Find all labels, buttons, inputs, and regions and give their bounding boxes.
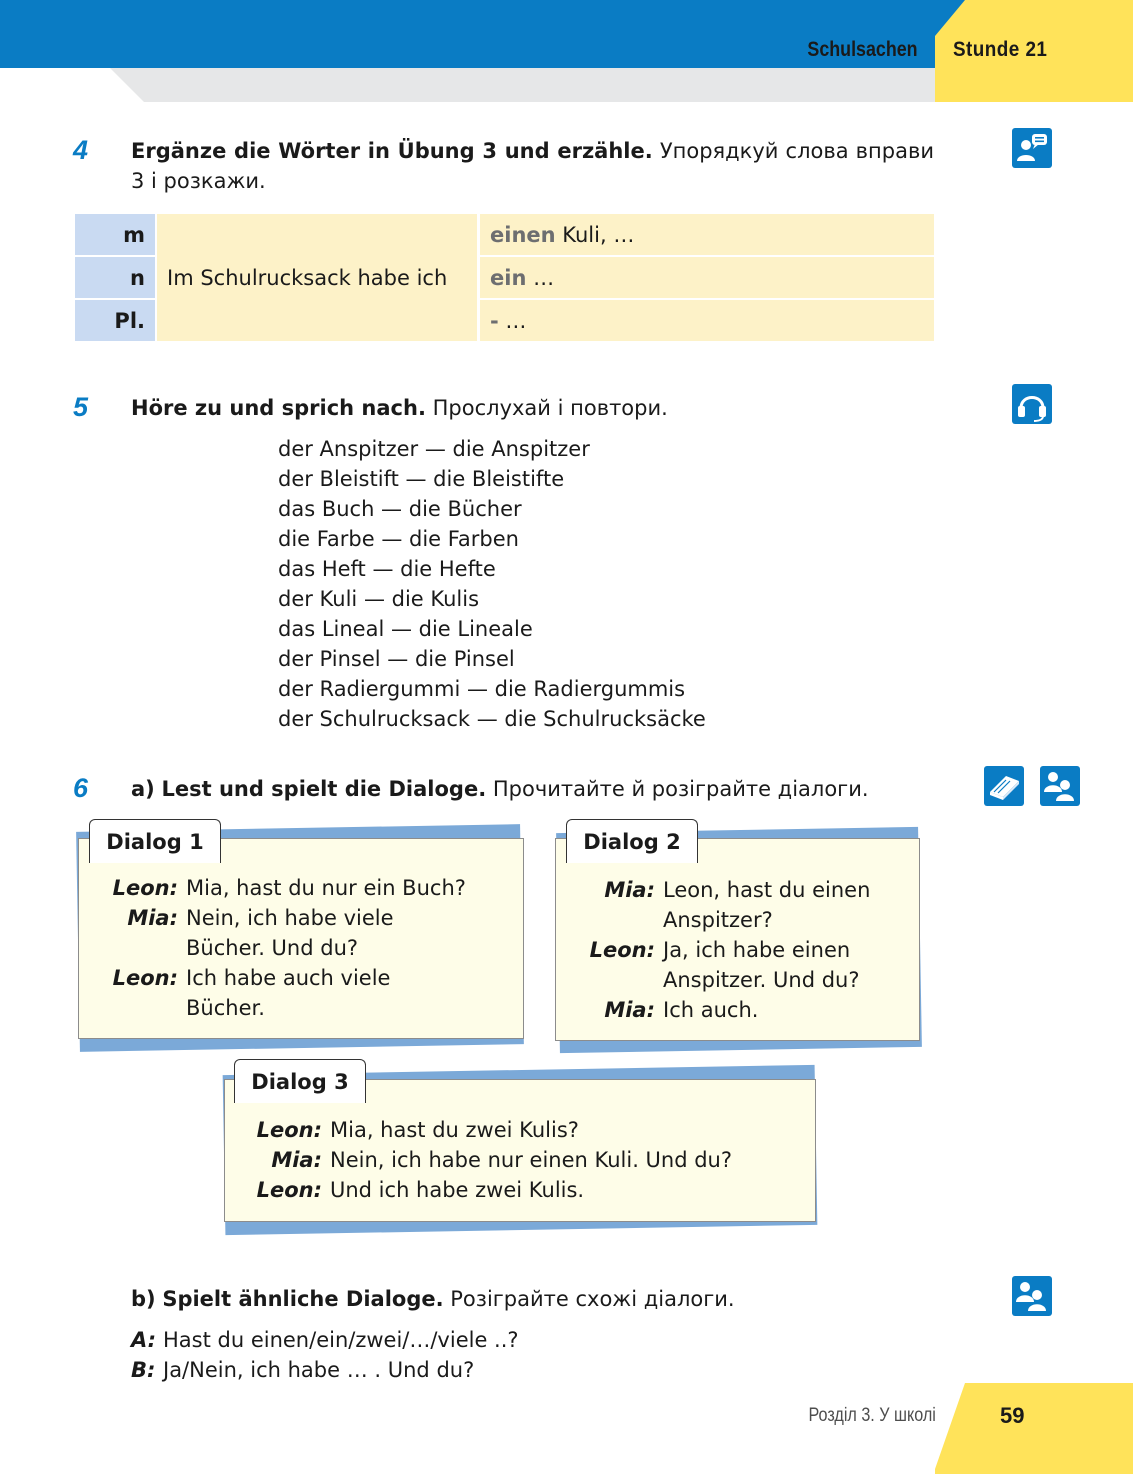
line-text: Nein, ich habe viele bbox=[186, 906, 394, 930]
dialog-line bbox=[112, 993, 466, 1023]
table-row-n bbox=[480, 257, 934, 298]
word-list bbox=[278, 434, 706, 734]
line-text: Ja, ich habe einen bbox=[663, 938, 851, 962]
dialog-1-lines bbox=[112, 873, 466, 1023]
line-text: Hast du einen/ein/zwei/…/viele ..? bbox=[163, 1328, 519, 1352]
pair-work-icon bbox=[1040, 766, 1080, 806]
speaker bbox=[585, 905, 655, 935]
table-sentence: Im Schulrucksack habe ich bbox=[157, 214, 477, 341]
line-text: Ich auch. bbox=[663, 998, 759, 1022]
exercise-5-number: 5 bbox=[73, 392, 89, 422]
line-text: Ja/Nein, ich habe … . Und du? bbox=[163, 1358, 475, 1382]
dialog-line bbox=[112, 903, 466, 933]
speaker: Mia: bbox=[127, 906, 178, 930]
word-pair: der Bleistift — die Bleistifte bbox=[278, 467, 565, 491]
dialog-line bbox=[112, 963, 466, 993]
line-text: Leon, hast du einen bbox=[663, 878, 871, 902]
line-text: Mia, hast du zwei Kulis? bbox=[330, 1118, 579, 1142]
speaker: Mia: bbox=[271, 1148, 322, 1172]
dialog-line bbox=[112, 873, 466, 903]
word-pair: das Lineal — die Lineale bbox=[278, 617, 533, 641]
exercise-4-number: 4 bbox=[73, 135, 89, 165]
speaker: Leon: bbox=[256, 1178, 322, 1202]
table-article-n: ein bbox=[490, 265, 527, 290]
speaker: Leon: bbox=[589, 938, 655, 962]
line-text: Bücher. Und du? bbox=[186, 936, 359, 960]
table-gender-m: m bbox=[75, 214, 155, 255]
exercise-4-task bbox=[131, 136, 934, 196]
exercise-6a-task-de: Lest und spielt die Dialoge. bbox=[161, 777, 487, 801]
word-pair: der Radiergummi — die Radiergummis bbox=[278, 677, 686, 701]
speaker: Leon: bbox=[112, 876, 178, 900]
table-gender-pl: Pl. bbox=[75, 300, 155, 341]
line-text: Anspitzer? bbox=[663, 908, 773, 932]
exercise-4-task-de: Ergänze die Wörter in Übung 3 und erzähle. bbox=[131, 139, 653, 163]
line-text: Und ich habe zwei Kulis. bbox=[330, 1178, 585, 1202]
word-pair: der Kuli — die Kulis bbox=[278, 587, 480, 611]
exercise-4-task-uk: Упорядкуй слова вправи 3 і розкажи. bbox=[131, 139, 934, 193]
footer-chapter: Розділ 3. У школі bbox=[808, 1405, 936, 1426]
word-pair: das Buch — die Bücher bbox=[278, 497, 522, 521]
dialog-line bbox=[585, 995, 870, 1025]
dialog-2-title: Dialog 2 bbox=[566, 819, 698, 863]
gender-table bbox=[75, 214, 934, 341]
dialog-3-title: Dialog 3 bbox=[234, 1059, 366, 1103]
model-line bbox=[131, 1355, 519, 1385]
table-row-pl bbox=[480, 300, 934, 341]
speaker: B: bbox=[131, 1358, 156, 1382]
dialog-line bbox=[585, 965, 870, 995]
speaker: Leon: bbox=[112, 966, 178, 990]
speaker bbox=[112, 933, 178, 963]
exercise-6b-task-uk: Розіграйте схожі діалоги. bbox=[450, 1287, 735, 1311]
dialog-1-title: Dialog 1 bbox=[89, 819, 221, 863]
exercise-5-task-uk: Прослухай і повтори. bbox=[432, 396, 668, 420]
table-article-m: einen bbox=[490, 222, 556, 247]
speaker: Mia: bbox=[604, 998, 655, 1022]
dialog-2-lines bbox=[585, 875, 870, 1025]
exercise-6a-task-uk: Прочитайте й розіграйте діалоги. bbox=[492, 777, 869, 801]
speaker: Mia: bbox=[604, 878, 655, 902]
word-pair: der Schulrucksack — die Schulrucksäcke bbox=[278, 707, 706, 731]
word-pair: der Pinsel — die Pinsel bbox=[278, 647, 515, 671]
word-pair: der Anspitzer — die Anspitzer bbox=[278, 437, 590, 461]
dialog-line bbox=[256, 1115, 732, 1145]
line-text: Mia, hast du nur ein Buch? bbox=[186, 876, 466, 900]
exercise-6b-task-de: Spielt ähnliche Dialoge. bbox=[162, 1287, 444, 1311]
dialog-line bbox=[256, 1145, 732, 1175]
speaker bbox=[112, 993, 178, 1023]
model-dialog bbox=[131, 1325, 519, 1385]
exercise-6b-label: b) bbox=[131, 1287, 156, 1311]
line-text: Bücher. bbox=[186, 996, 265, 1020]
line-text: Ich habe auch viele bbox=[186, 966, 391, 990]
exercise-6a-label: a) bbox=[131, 777, 155, 801]
exercise-6b-task bbox=[131, 1284, 735, 1314]
word-pair: das Heft — die Hefte bbox=[278, 557, 496, 581]
table-rest-pl: … bbox=[498, 308, 527, 333]
word-pair: die Farbe — die Farben bbox=[278, 527, 519, 551]
exercise-5-task bbox=[131, 393, 668, 423]
table-rest-m: Kuli, … bbox=[555, 222, 635, 247]
table-rest-n: … bbox=[526, 265, 555, 290]
speaking-icon bbox=[1012, 128, 1052, 168]
line-text: Nein, ich habe nur einen Kuli. Und du? bbox=[330, 1148, 733, 1172]
dialog-line bbox=[585, 935, 870, 965]
table-article-pl: - bbox=[490, 308, 499, 333]
book-icon bbox=[984, 766, 1024, 806]
header-lesson: Stunde 21 bbox=[953, 38, 1048, 61]
header-gray-strip bbox=[110, 68, 936, 102]
dialog-line bbox=[585, 875, 870, 905]
table-row-m bbox=[480, 214, 934, 255]
headphones-icon bbox=[1012, 384, 1052, 424]
pair-work-icon bbox=[1012, 1276, 1052, 1316]
exercise-5-task-de: Höre zu und sprich nach. bbox=[131, 396, 426, 420]
table-gender-n: n bbox=[75, 257, 155, 298]
speaker: Leon: bbox=[256, 1118, 322, 1142]
header-topic: Schulsachen bbox=[807, 38, 918, 61]
exercise-6a-task bbox=[131, 774, 869, 804]
model-line bbox=[131, 1325, 519, 1355]
dialog-line bbox=[112, 933, 466, 963]
speaker bbox=[585, 965, 655, 995]
speaker: A: bbox=[131, 1328, 157, 1352]
line-text: Anspitzer. Und du? bbox=[663, 968, 860, 992]
page-number: 59 bbox=[1000, 1403, 1025, 1428]
exercise-6-number: 6 bbox=[73, 773, 89, 803]
dialog-line bbox=[585, 905, 870, 935]
footer-page-tab bbox=[935, 1383, 1133, 1474]
dialog-3-lines bbox=[256, 1115, 732, 1205]
dialog-line bbox=[256, 1175, 732, 1205]
